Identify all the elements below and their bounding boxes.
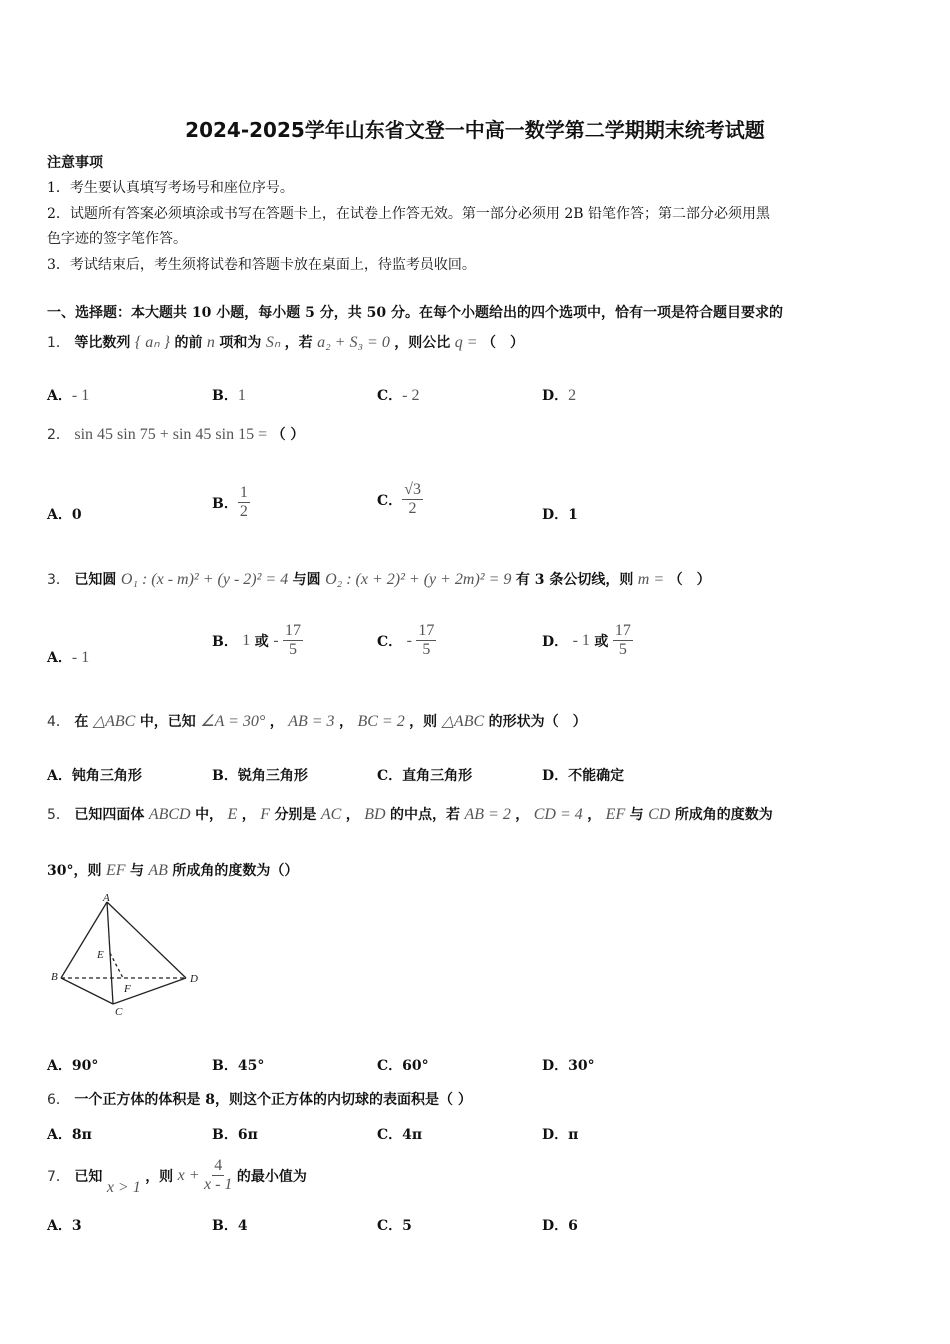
option-value: 4	[237, 1218, 248, 1234]
question-number: 2．	[47, 427, 70, 443]
math-expression: F	[260, 806, 270, 823]
option-value: 8π	[71, 1127, 92, 1143]
question-text: 有 3 条公切线，则	[515, 572, 634, 588]
question-text: ，	[241, 807, 256, 823]
option-value: 90°	[71, 1058, 99, 1074]
math-expression: { aₙ }	[134, 334, 170, 351]
option-a[interactable]	[47, 1055, 98, 1075]
option-label: B．	[212, 495, 238, 512]
question-number: 4．	[47, 714, 70, 730]
question-text: 与圆	[292, 572, 321, 588]
point-e-label: E	[97, 949, 104, 961]
question-text: （ ）	[481, 335, 524, 351]
edge-ab	[61, 902, 107, 978]
question-text: 分别是	[274, 807, 317, 823]
question-text: 的最小值为	[236, 1168, 307, 1185]
math-expression: BC = 2	[357, 713, 405, 730]
option-label: D．	[542, 1127, 569, 1143]
option-b[interactable]	[212, 484, 250, 522]
question-5	[47, 804, 773, 824]
option-d[interactable]	[542, 1215, 578, 1235]
option-value: 30°	[568, 1058, 595, 1074]
option-value: 不能确定	[568, 768, 625, 784]
option-label: D．	[542, 388, 569, 404]
question-4	[47, 711, 587, 731]
option-c[interactable]	[377, 765, 472, 785]
math-expression: AB = 2	[464, 806, 511, 823]
math-expression: ABCD	[148, 806, 191, 823]
option-value: 3	[71, 1218, 82, 1234]
question-text: 30°，则	[47, 863, 102, 879]
question-text: ，则	[409, 714, 438, 730]
option-a[interactable]	[47, 647, 89, 667]
option-label: D．	[542, 633, 569, 650]
option-label: C．	[377, 1127, 403, 1143]
option-label: B．	[212, 1058, 238, 1074]
question-text: 的形状为（ ）	[488, 714, 587, 730]
math-expression: AB = 3	[288, 713, 335, 730]
option-c[interactable]	[377, 1124, 422, 1144]
section-heading: 一、选择题：本大题共 10 小题，每小题 5 分，共 50 分。在每个小题给出的四个选项中，恰有一项是符合题目要求的	[47, 305, 783, 321]
math-fraction: $\frac{4}{x - 1}$	[204, 1157, 233, 1194]
option-a[interactable]	[47, 1215, 82, 1235]
notice-heading: 注意事项	[47, 155, 103, 171]
math-expression: n	[206, 334, 215, 351]
question-7	[47, 1157, 307, 1197]
option-value: 45°	[237, 1058, 265, 1074]
option-b[interactable]	[212, 385, 246, 405]
math-expression: ∠A = 30°	[200, 713, 266, 730]
option-c[interactable]	[377, 1215, 412, 1235]
question-text: ，	[339, 714, 353, 730]
option-c[interactable]	[377, 1055, 429, 1075]
question-text: （ ）	[668, 572, 711, 588]
option-value: 0	[71, 507, 82, 523]
option-label: B．	[212, 388, 238, 404]
option-fraction: $\frac{17}{5}$	[614, 622, 631, 659]
question-text: 的中点，若	[390, 807, 461, 823]
question-number: 1．	[47, 335, 70, 351]
option-label: A．	[47, 388, 72, 404]
option-a[interactable]	[47, 504, 82, 524]
notice-item: 2．试题所有答案必须填涂或书写在答题卡上，在试卷上作答无效。第一部分必须用 2B 铅笔作答；第二部分必须用黑	[47, 206, 770, 222]
option-label: A．	[47, 507, 72, 523]
option-fraction: $\frac{17}{5}$	[418, 622, 435, 659]
option-value: 锐角三角形	[237, 768, 308, 784]
math-expression: AB	[148, 862, 168, 879]
option-value: - 1	[71, 649, 90, 666]
option-label: A．	[47, 768, 72, 784]
option-label: D．	[542, 768, 569, 784]
question-text: 等比数列	[74, 335, 131, 351]
option-label: C．	[377, 1058, 403, 1074]
question-text: 所成角的度数为	[674, 807, 773, 823]
question-text: 的前	[174, 335, 203, 351]
question-number: 5．	[47, 807, 70, 823]
option-label: A．	[47, 1058, 72, 1074]
question-number: 6．	[47, 1092, 70, 1108]
option-d[interactable]	[542, 1124, 578, 1144]
option-value: -	[273, 631, 279, 649]
math-expression: O₁ : (x - m)² + (y - 2)² = 4	[120, 571, 289, 588]
question-6	[47, 1089, 472, 1109]
option-value: 2	[568, 387, 577, 404]
option-label: A．	[47, 1127, 72, 1143]
option-c[interactable]	[377, 481, 423, 519]
question-2	[47, 424, 304, 444]
question-text: ，则公比	[394, 335, 451, 351]
question-text: 已知四面体	[74, 807, 145, 823]
option-value: 4π	[402, 1127, 423, 1143]
question-text: 一个正方体的体积是 8，则这个正方体的内切球的表面积是（ ）	[74, 1092, 472, 1108]
tetrahedron-figure	[45, 892, 215, 1022]
vertex-c-label: C	[115, 1006, 123, 1018]
option-c[interactable]	[377, 622, 436, 660]
option-c[interactable]	[377, 385, 419, 405]
option-value: - 1	[71, 387, 90, 404]
option-label: C．	[377, 388, 403, 404]
math-expression: a₂ + S₃ = 0	[317, 334, 390, 351]
question-text: 在	[74, 714, 89, 730]
question-text: 所成角的度数为（）	[172, 863, 299, 879]
option-value: 6	[568, 1218, 578, 1234]
question-text: 中，已知	[139, 714, 196, 730]
question-text: 中，	[195, 807, 224, 823]
option-a[interactable]	[47, 1124, 92, 1144]
math-expression: EF	[105, 862, 126, 879]
question-5-line-2	[47, 860, 298, 880]
question-text: ，若	[284, 335, 313, 351]
math-expression: q =	[454, 334, 478, 351]
option-d[interactable]	[542, 1055, 595, 1075]
option-value: 钝角三角形	[71, 768, 142, 784]
option-value: π	[568, 1127, 579, 1143]
option-d[interactable]	[542, 385, 576, 405]
segment-ef	[110, 953, 123, 978]
math-expression: E	[227, 806, 238, 823]
option-value: -	[406, 631, 412, 649]
math-expression: △ABC	[92, 713, 136, 730]
option-label: B．	[212, 768, 238, 784]
option-value: - 2	[402, 387, 420, 404]
math-expression: AC	[320, 806, 342, 823]
math-expression: BD	[364, 806, 386, 823]
math-expression: O₂ : (x + 2)² + (y + 2m)² = 9	[325, 571, 512, 588]
option-text: 或	[254, 633, 269, 650]
vertex-b-label: B	[51, 971, 58, 983]
option-label: B．	[212, 1218, 238, 1234]
question-text: 项和为	[219, 335, 262, 351]
question-number: 3．	[47, 572, 70, 588]
edge-bc	[61, 978, 113, 1004]
option-label: D．	[542, 1058, 569, 1074]
question-text: ，	[515, 807, 530, 823]
option-value: $\frac{√3}{2}$	[404, 481, 421, 518]
option-d[interactable]	[542, 622, 633, 660]
option-d[interactable]	[542, 765, 624, 785]
option-b[interactable]	[212, 1124, 258, 1144]
option-value: 5	[402, 1218, 412, 1234]
option-label: C．	[377, 1218, 403, 1234]
option-b[interactable]	[212, 765, 308, 785]
option-value: 1	[568, 507, 578, 523]
page-title: 2024-2025学年山东省文登一中高一数学第二学期期末统考试题	[185, 118, 765, 142]
point-f-label: F	[124, 983, 131, 995]
question-text: ，则	[145, 1168, 174, 1185]
option-b[interactable]	[212, 1215, 248, 1235]
option-value: 直角三角形	[402, 768, 473, 784]
option-d[interactable]	[542, 504, 578, 524]
question-text: ，	[345, 807, 360, 823]
math-expression: sin 45 sin 75 + sin 45 sin 15 =	[74, 426, 268, 443]
option-label: A．	[47, 650, 72, 666]
option-a[interactable]	[47, 385, 89, 405]
question-text: 已知	[74, 1168, 103, 1185]
option-value: - 1	[572, 631, 590, 649]
notice-item: 1．考生要认真填写考场号和座位序号。	[47, 180, 294, 196]
option-value: 6π	[237, 1127, 258, 1143]
option-b[interactable]	[212, 622, 303, 660]
question-3	[47, 569, 711, 589]
question-text: ，	[269, 714, 284, 730]
math-expression: CD = 4	[533, 806, 583, 823]
option-label: A．	[47, 1218, 72, 1234]
option-label: C．	[377, 492, 403, 509]
option-label: C．	[377, 633, 403, 650]
math-expression: x > 1	[106, 1178, 141, 1196]
notice-item: 色字迹的签字笔作答。	[47, 231, 187, 247]
option-label: D．	[542, 1218, 569, 1234]
notice-item: 3．考试结束后，考生须将试卷和答题卡放在桌面上，待监考员收回。	[47, 257, 476, 273]
vertex-d-label: D	[190, 973, 198, 985]
question-1	[47, 332, 524, 352]
edge-ad	[107, 902, 186, 978]
question-text: ，	[587, 807, 602, 823]
option-value: 1	[237, 387, 246, 404]
math-expression: m =	[637, 571, 665, 588]
vertex-a-label: A	[103, 892, 110, 904]
option-fraction: $\frac{17}{5}$	[284, 622, 301, 659]
question-text: 已知圆	[74, 572, 117, 588]
question-text: 与	[129, 863, 144, 879]
option-label: D．	[542, 507, 569, 523]
option-value: $\frac{1}{2}$	[239, 484, 248, 521]
math-expression: EF	[605, 806, 626, 823]
math-expression: x +	[177, 1166, 200, 1184]
question-number: 7．	[47, 1168, 70, 1185]
option-label: C．	[377, 768, 403, 784]
option-label: B．	[212, 1127, 238, 1143]
question-text: 与	[629, 807, 644, 823]
option-value: 1	[242, 631, 251, 649]
option-b[interactable]	[212, 1055, 264, 1075]
math-expression: CD	[648, 806, 671, 823]
question-text: （ ）	[271, 427, 305, 443]
math-expression: △ABC	[441, 713, 485, 730]
option-text: 或	[594, 633, 609, 650]
math-expression: Sₙ	[265, 334, 281, 351]
option-value: 60°	[402, 1058, 429, 1074]
option-a[interactable]	[47, 765, 142, 785]
option-label: B．	[212, 633, 238, 650]
